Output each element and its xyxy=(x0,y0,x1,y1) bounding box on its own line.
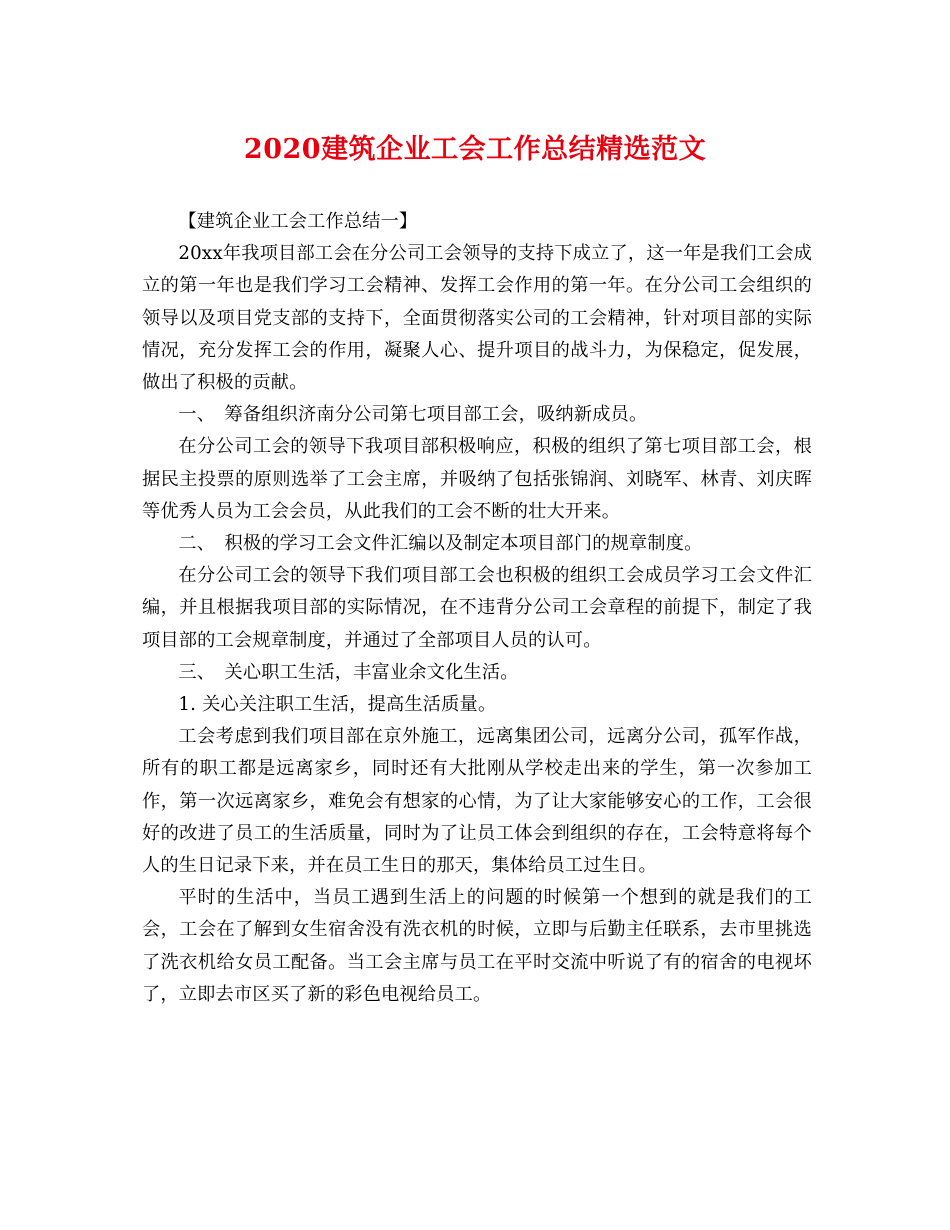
document-title: 2020建筑企业工会工作总结精选范文 xyxy=(243,134,707,165)
section-item-heading: 一、 筹备组织济南分公司第七项目部工会，吸纳新成员。 xyxy=(178,404,648,426)
section-heading: 【建筑企业工会工作总结一】 xyxy=(178,211,418,232)
paragraph: 20xx年我项目部工会在分公司工会领导的支持下成立了，这一年是我们工会成立的第一年也是我们学习工会精神、发挥工会作用的第一年。在分公司工会组织的领导以及项目党支部的支持下，全面贯彻落实公司的工会精神，针对项目部的实际情况，充分发挥工会的作用，凝聚人心、提升项目的战斗力，为保稳定，促发展，做出了积极的贡献。 xyxy=(142,243,812,394)
section-item-heading: 三、 关心职工生活，丰富业余文化生活。 xyxy=(178,661,519,683)
paragraph: 在分公司工会的领导下我项目部积极响应，积极的组织了第七项目部工会，根据民主投票的原则选举了工会主席，并吸纳了包括张锦润、刘晓军、林青、刘庆晖等优秀人员为工会会员，从此我们的工会不断的壮大开来。 xyxy=(142,436,812,522)
sub-item-heading: 1. 关心关注职工生活，提高生活质量。 xyxy=(178,694,497,716)
paragraph: 平时的生活中，当员工遇到生活上的问题的时候第一个想到的就是我们的工会，工会在了解到女生宿舍没有洗衣机的时候，立即与后勤主任联系，去市里挑选了洗衣机给女员工配备。当工会主席与员工在平时交流中听说了有的宿舍的电视坏了，立即去市区买了新的彩色电视给员工。 xyxy=(142,887,812,1005)
document-body xyxy=(142,206,812,1011)
paragraph: 工会考虑到我们项目部在京外施工，远离集团公司，远离分公司，孤军作战，所有的职工都是远离家乡，同时还有大批刚从学校走出来的学生，第一次参加工作，第一次远离家乡，难免会有想家的心情，为了让大家能够安心的工作，工会很好的改进了员工的生活质量，同时为了让员工体会到组织的存在，工会特意将每个人的生日记录下来，并在员工生日的那天，集体给员工过生日。 xyxy=(142,726,812,877)
paragraph: 在分公司工会的领导下我们项目部工会也积极的组织工会成员学习工会文件汇编，并且根据我项目部的实际情况，在不违背分公司工会章程的前提下，制定了我项目部的工会规章制度，并通过了全部项目人员的认可。 xyxy=(142,565,812,651)
section-item-heading: 二、 积极的学习工会文件汇编以及制定本项目部门的规章制度。 xyxy=(178,533,703,555)
